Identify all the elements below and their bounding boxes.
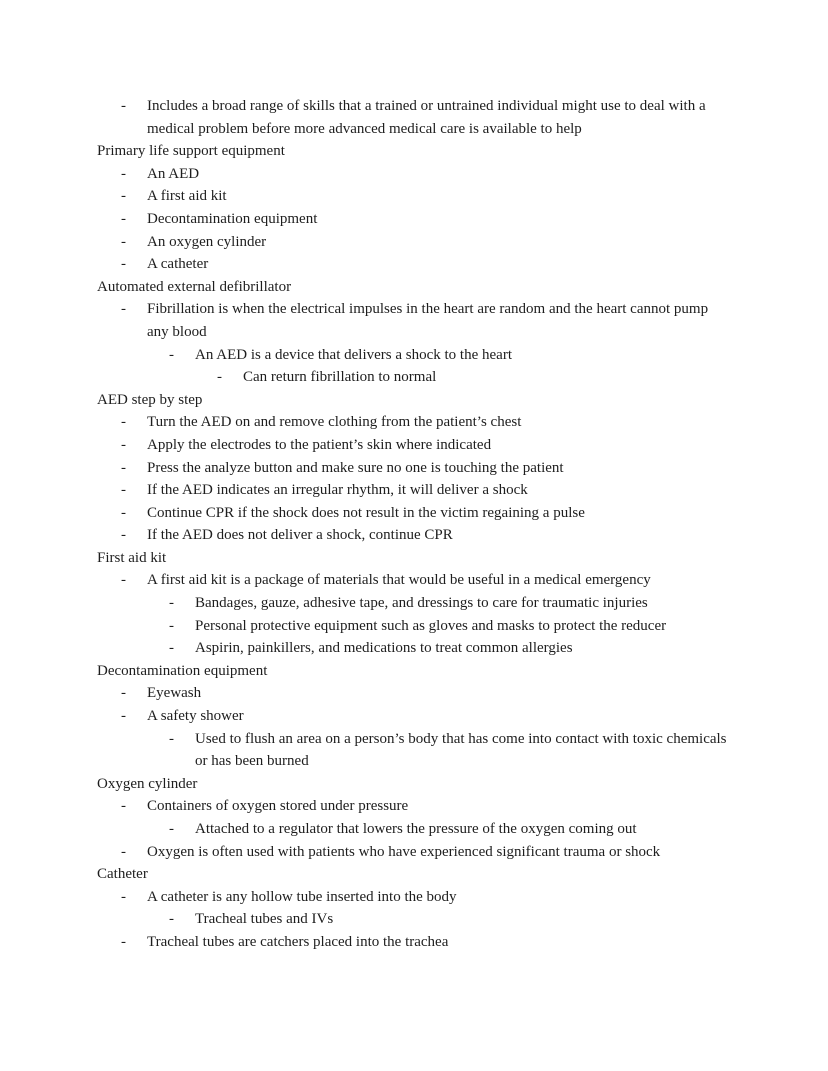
- list-item: [121, 185, 731, 208]
- dash-bullet-icon: -: [121, 436, 126, 453]
- list-item: [121, 524, 731, 547]
- heading-text: Primary life support equipment: [97, 143, 285, 160]
- list-item-text: Aspirin, painkillers, and medications to treat common allergies: [195, 640, 573, 657]
- list-item-text: A first aid kit is a package of materials that would be useful in a medical emergency: [147, 572, 651, 589]
- list-item: [217, 366, 731, 389]
- dash-bullet-icon: -: [121, 527, 126, 544]
- list-item: [121, 931, 731, 954]
- heading-text: Catheter: [97, 866, 148, 883]
- dash-bullet-icon: -: [169, 640, 174, 657]
- section-heading: [97, 389, 731, 412]
- list-item: [169, 728, 731, 773]
- list-item-text: Decontamination equipment: [147, 210, 318, 227]
- dash-bullet-icon: -: [169, 617, 174, 634]
- dash-bullet-icon: -: [121, 933, 126, 950]
- list-item: [121, 795, 731, 818]
- list-item-text: Press the analyze button and make sure no one is touching the patient: [147, 459, 564, 476]
- heading-text: Oxygen cylinder: [97, 775, 198, 792]
- list-item-text: A catheter: [147, 256, 209, 273]
- list-item-text: Containers of oxygen stored under pressure: [147, 798, 409, 815]
- heading-text: Automated external defibrillator: [97, 278, 292, 295]
- list-item-text: Oxygen is often used with patients who have experienced significant trauma or shock: [147, 843, 661, 860]
- list-item: [121, 502, 731, 525]
- list-item-text: Bandages, gauze, adhesive tape, and dressings to care for traumatic injuries: [195, 595, 648, 612]
- list-item-text: Fibrillation is when the electrical impulses in the heart are random and the heart cannot pump any blood: [147, 301, 709, 340]
- list-item-text: Continue CPR if the shock does not result in the victim regaining a pulse: [147, 504, 585, 521]
- list-item-text: Personal protective equipment such as gloves and masks to protect the reducer: [195, 617, 667, 634]
- section-heading: [97, 276, 731, 299]
- list-item: [121, 457, 731, 480]
- dash-bullet-icon: -: [169, 911, 174, 928]
- list-item: [169, 818, 731, 841]
- list-item: [121, 434, 731, 457]
- dash-bullet-icon: -: [121, 210, 126, 227]
- heading-text: AED step by step: [97, 391, 203, 408]
- dash-bullet-icon: -: [121, 685, 126, 702]
- dash-bullet-icon: -: [121, 459, 126, 476]
- list-item: [169, 344, 731, 367]
- list-item: [121, 569, 731, 592]
- list-item-text: Includes a broad range of skills that a trained or untrained individual might use to deal with a medical problem before more advanced medical care is available to help: [147, 98, 706, 137]
- list-item: [121, 231, 731, 254]
- dash-bullet-icon: -: [121, 233, 126, 250]
- list-item: [169, 908, 731, 931]
- section-heading: [97, 547, 731, 570]
- list-item-text: An AED: [147, 165, 200, 182]
- dash-bullet-icon: -: [121, 798, 126, 815]
- list-item-text: An oxygen cylinder: [147, 233, 267, 250]
- list-item: [121, 479, 731, 502]
- heading-text: Decontamination equipment: [97, 662, 268, 679]
- dash-bullet-icon: -: [121, 482, 126, 499]
- list-item: [121, 298, 731, 343]
- list-item: [121, 411, 731, 434]
- dash-bullet-icon: -: [121, 414, 126, 431]
- list-item-text: Attached to a regulator that lowers the pressure of the oxygen coming out: [195, 821, 637, 837]
- dash-bullet-icon: -: [121, 708, 126, 725]
- section-heading: [97, 773, 731, 796]
- list-item-text: Apply the electrodes to the patient’s skin where indicated: [147, 436, 492, 453]
- dash-bullet-icon: -: [169, 346, 174, 363]
- dash-bullet-icon: -: [121, 301, 126, 318]
- heading-text: First aid kit: [97, 549, 167, 566]
- dash-bullet-icon: -: [121, 572, 126, 589]
- list-item-text: Used to flush an area on a person’s body that has come into contact with toxic chemicals or has been burned: [195, 730, 727, 770]
- dash-bullet-icon: -: [121, 256, 126, 273]
- list-item-text: A first aid kit: [147, 188, 227, 205]
- list-item-text: A safety shower: [147, 708, 244, 725]
- dash-bullet-icon: -: [121, 888, 126, 905]
- list-item: [121, 705, 731, 728]
- list-item: [121, 208, 731, 231]
- list-item-text: Tracheal tubes are catchers placed into the trachea: [147, 933, 449, 950]
- section-heading: [97, 863, 731, 886]
- dash-bullet-icon: -: [121, 98, 126, 114]
- list-item-text: Can return fibrillation to normal: [243, 369, 437, 386]
- section-heading: [97, 660, 731, 683]
- dash-bullet-icon: -: [169, 595, 174, 612]
- list-item-text: An AED is a device that delivers a shock to the heart: [195, 346, 512, 363]
- list-item: [121, 682, 731, 705]
- dash-bullet-icon: -: [121, 843, 126, 860]
- dash-bullet-icon: -: [121, 504, 126, 521]
- list-item-text: Eyewash: [147, 685, 202, 702]
- list-item: [121, 253, 731, 276]
- list-item: [169, 637, 731, 660]
- list-item-text: Turn the AED on and remove clothing from the patient’s chest: [147, 414, 522, 431]
- list-item-text: If the AED indicates an irregular rhythm, it will deliver a shock: [147, 482, 528, 499]
- list-item: [121, 886, 731, 909]
- list-item: [121, 95, 731, 140]
- list-item: [121, 841, 731, 864]
- list-item: [121, 163, 731, 186]
- dash-bullet-icon: -: [121, 188, 126, 205]
- dash-bullet-icon: -: [169, 730, 174, 747]
- list-item: [169, 592, 731, 615]
- list-item: [169, 615, 731, 638]
- dash-bullet-icon: -: [121, 165, 126, 182]
- dash-bullet-icon: -: [169, 821, 174, 837]
- list-item-text: If the AED does not deliver a shock, continue CPR: [147, 527, 453, 544]
- section-heading: [97, 140, 731, 163]
- list-item-text: A catheter is any hollow tube inserted into the body: [147, 888, 457, 905]
- dash-bullet-icon: -: [217, 369, 222, 386]
- list-item-text: Tracheal tubes and IVs: [195, 911, 334, 928]
